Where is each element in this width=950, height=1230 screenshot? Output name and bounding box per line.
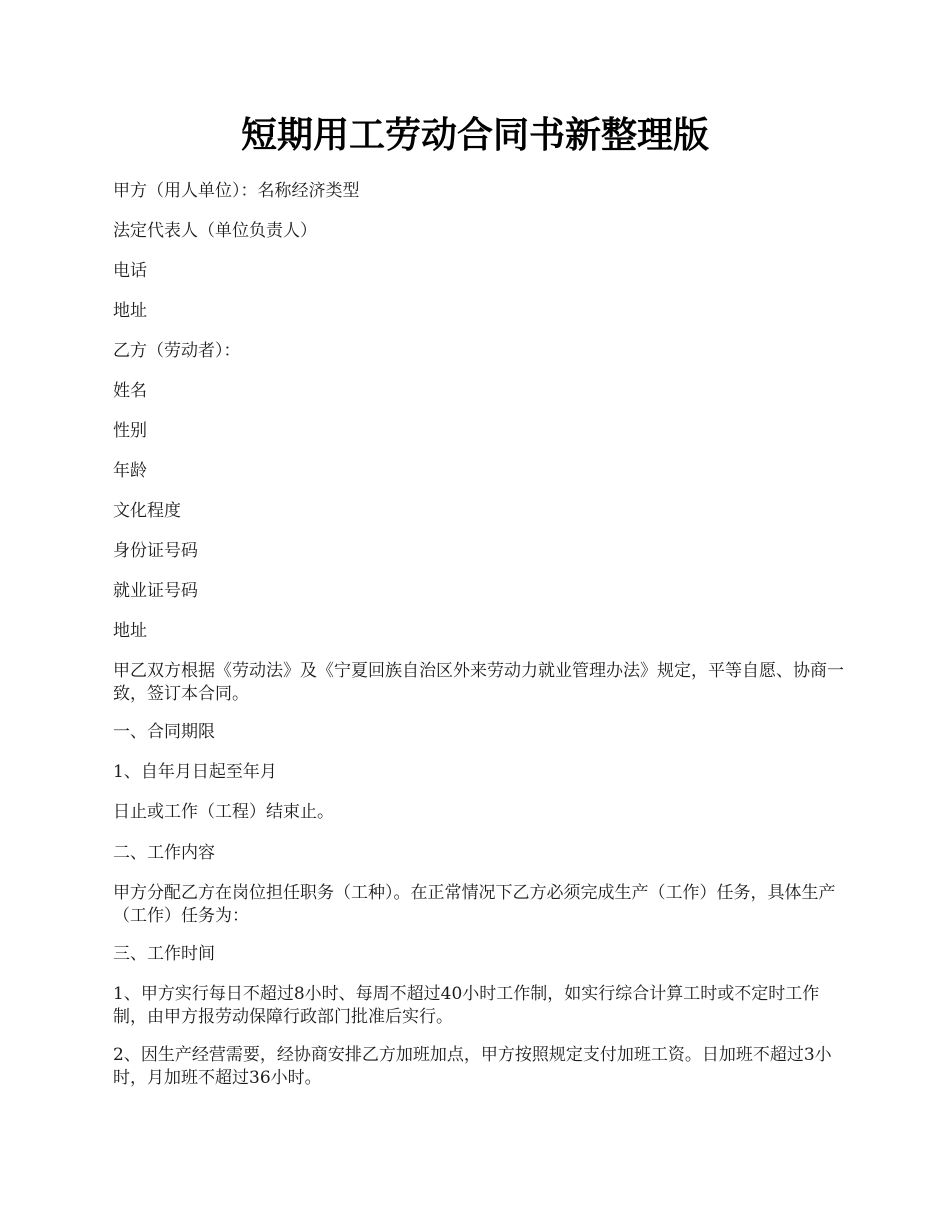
- age-line: 年龄: [113, 461, 147, 481]
- legal-representative-line: 法定代表人（单位负责人）: [113, 221, 317, 241]
- preamble-paragraph: 甲乙双方根据《劳动法》及《宁夏回族自治区外来劳动力就业管理办法》规定，平等自愿、协商一致，签订本合同。: [113, 661, 844, 704]
- section-1-heading: 一、合同期限: [113, 722, 215, 742]
- section-3-item-2: 2、因生产经营需要，经协商安排乙方加班加点，甲方按照规定支付加班工资。日加班不超过3小时，月加班不超过36小时。: [113, 1045, 832, 1088]
- section-2-paragraph: 甲方分配乙方在岗位担任职务（工种）。在正常情况下乙方必须完成生产（工作）任务，具体生产（工作）任务为：: [113, 883, 836, 926]
- section-1-item-1: 1、自年月日起至年月: [113, 762, 277, 782]
- section-1-item-1-cont: 日止或工作（工程）结束止。: [113, 802, 334, 822]
- section-2-heading: 二、工作内容: [113, 843, 215, 863]
- id-number-line: 身份证号码: [113, 541, 198, 561]
- name-line: 姓名: [113, 381, 147, 401]
- section-3-heading: 三、工作时间: [113, 944, 215, 964]
- employment-cert-line: 就业证号码: [113, 581, 198, 601]
- party-a-line: 甲方（用人单位）：名称经济类型: [113, 181, 360, 201]
- party-b-line: 乙方（劳动者）：: [113, 341, 241, 361]
- address-line-a: 地址: [113, 301, 147, 321]
- education-line: 文化程度: [113, 501, 181, 521]
- phone-line: 电话: [113, 261, 147, 281]
- gender-line: 性别: [113, 421, 147, 441]
- section-3-item-1: 1、甲方实行每日不超过8小时、每周不超过40小时工作制，如实行综合计算工时或不定时工作制，由甲方报劳动保障行政部门批准后实行。: [113, 984, 820, 1027]
- address-line-b: 地址: [113, 621, 147, 641]
- document-title: 短期用工劳动合同书新整理版: [240, 114, 709, 156]
